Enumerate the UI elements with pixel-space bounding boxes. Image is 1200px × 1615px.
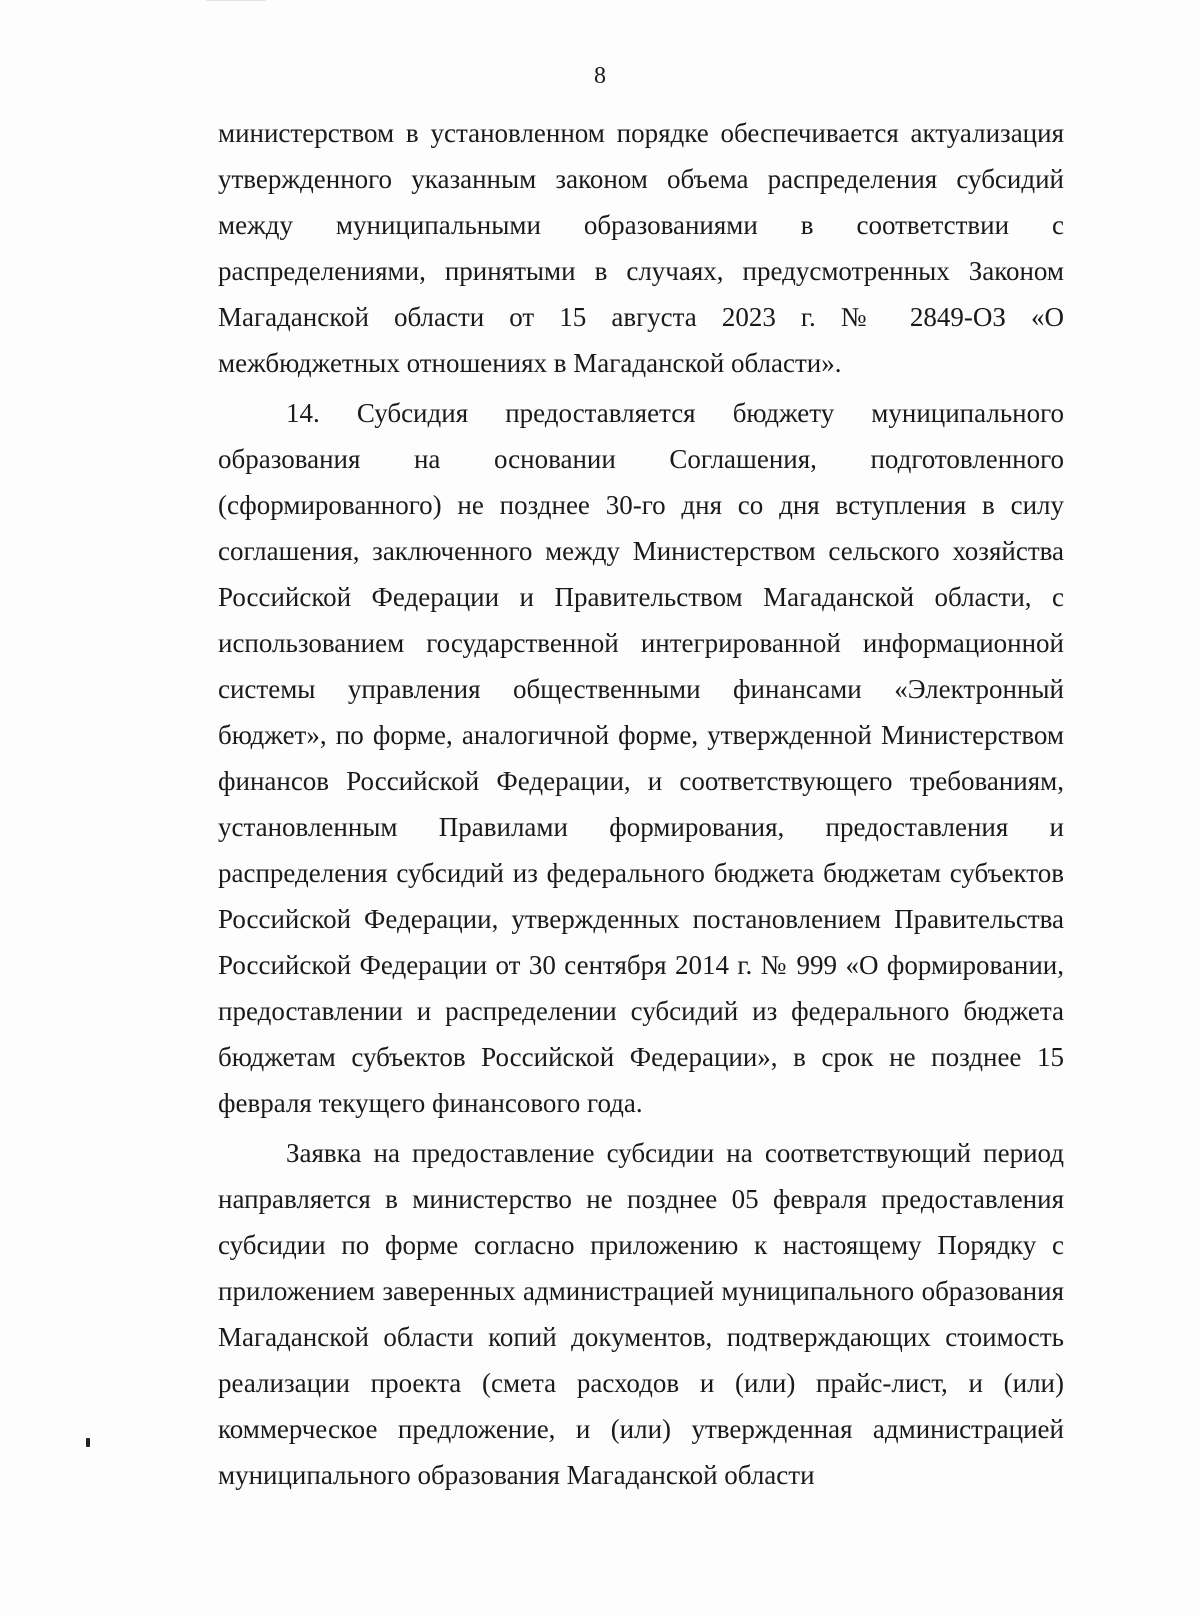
paragraph-continuation: министерством в установленном порядке обеспечивается актуализация утвержденного указанным законом объема распределения субсидий между муниципальными образованиями в соответствии с распределениями, принятыми в случаях, предусмотренных Законом Магаданской области от 15 августа 2023 г. № 2849-ОЗ «О межбюджетных отношениях в Магаданской области». (218, 118, 1064, 378)
document-body (218, 110, 1064, 1498)
paragraph-application: Заявка на предоставление субсидии на соответствующий период направляется в министерство не позднее 05 февраля предоставления субсидии по форме согласно приложению к настоящему Порядку с приложением заверенных администрацией муниципального образования Магаданской области копий документов, подтверждающих стоимость реализации проекта (смета расходов и (или) прайс-лист, и (или) коммерческое предложение, и (или) утвержденная администрацией муниципального образования Магаданской области (218, 1138, 1064, 1490)
page-number: 8 (594, 63, 606, 89)
paragraph-item-14: 14. Субсидия предоставляется бюджету муниципального образования на основании Соглашения, подготовленного (сформированного) не позднее 30-го дня со дня вступления в силу соглашения, заключенного между Министерством сельского хозяйства Российской Федерации и Правительством Магаданской области, с использованием государственной интегрированной информационной системы управления общественными финансами «Электронный бюджет», по форме, аналогичной форме, утвержденной Министерством финансов Российской Федерации, и соответствующего требованиям, установленным Правилами формирования, предоставления и распределения субсидий из федерального бюджета бюджетам субъектов Российской Федерации, утвержденных постановлением Правительства Российской Федерации от 30 сентября 2014 г. № 999 «О формировании, предоставлении и распределении субсидий из федерального бюджета бюджетам субъектов Российской Федерации», в срок не позднее 15 февраля текущего финансового года. (218, 398, 1064, 1118)
scan-speck (86, 1438, 90, 1447)
scan-edge-mark (206, 0, 266, 1)
